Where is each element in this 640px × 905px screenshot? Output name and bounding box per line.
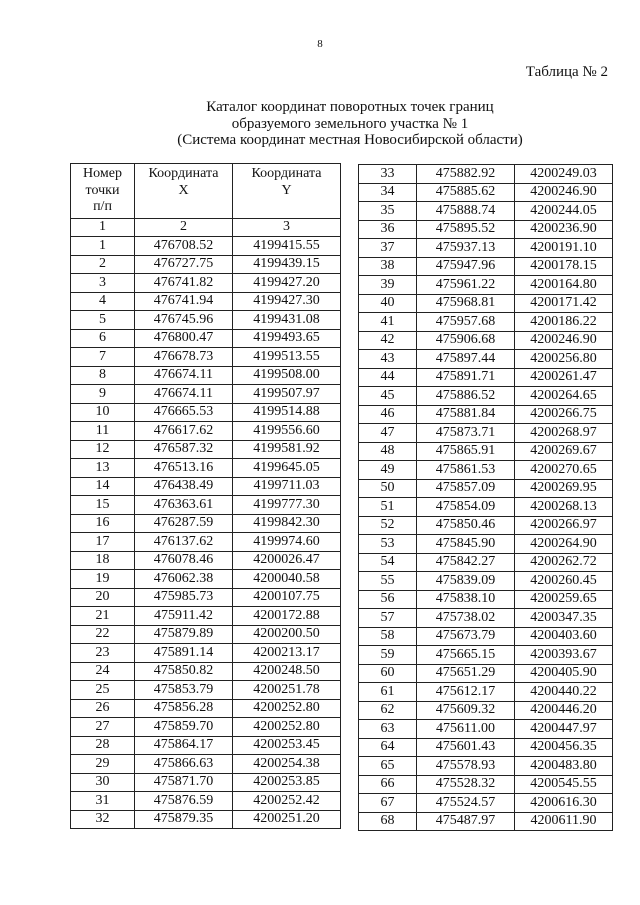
- y-coordinate-cell: 4199508.00: [233, 366, 341, 385]
- y-coordinate-cell: 4200252.80: [233, 699, 341, 718]
- x-coordinate-cell: 475487.97: [417, 812, 515, 831]
- y-coordinate-cell: 4199507.97: [233, 385, 341, 404]
- table-row: [71, 773, 341, 792]
- x-coordinate-cell: 475895.52: [417, 220, 515, 239]
- y-coordinate-cell: 4200178.15: [515, 257, 613, 276]
- point-number-cell: 45: [359, 387, 417, 406]
- x-coordinate-cell: 476727.75: [135, 255, 233, 274]
- y-coordinate-cell: 4200440.22: [515, 683, 613, 702]
- table-row: [71, 496, 341, 515]
- coordinates-table-right: [358, 164, 613, 831]
- point-number-cell: 60: [359, 664, 417, 683]
- y-coordinate-cell: 4200251.78: [233, 681, 341, 700]
- table-row: [359, 220, 613, 239]
- table-row: [359, 350, 613, 369]
- point-number-cell: 51: [359, 498, 417, 517]
- y-coordinate-cell: 4200616.30: [515, 794, 613, 813]
- point-number-cell: 8: [71, 366, 135, 385]
- table-row: [359, 257, 613, 276]
- y-coordinate-cell: 4200262.72: [515, 553, 613, 572]
- point-number-cell: 17: [71, 533, 135, 552]
- x-coordinate-cell: 475879.89: [135, 625, 233, 644]
- point-number-cell: 28: [71, 736, 135, 755]
- x-coordinate-cell: 476137.62: [135, 533, 233, 552]
- table-row: [71, 292, 341, 311]
- table-row: [71, 718, 341, 737]
- point-number-cell: 44: [359, 368, 417, 387]
- point-number-cell: 48: [359, 442, 417, 461]
- x-coordinate-cell: 475856.28: [135, 699, 233, 718]
- y-coordinate-cell: 4200172.88: [233, 607, 341, 626]
- table-row: [359, 498, 613, 517]
- x-coordinate-cell: 475857.09: [417, 479, 515, 498]
- point-number-cell: 2: [71, 255, 135, 274]
- y-coordinate-cell: 4200268.13: [515, 498, 613, 517]
- x-coordinate-cell: 476741.94: [135, 292, 233, 311]
- y-coordinate-cell: 4200405.90: [515, 664, 613, 683]
- point-number-cell: 21: [71, 607, 135, 626]
- point-number-cell: 62: [359, 701, 417, 720]
- point-number-cell: 39: [359, 276, 417, 295]
- x-coordinate-cell: 475882.92: [417, 165, 515, 184]
- table-row: [71, 403, 341, 422]
- table-row: [71, 810, 341, 829]
- table-row: [71, 366, 341, 385]
- table-row: [359, 812, 613, 831]
- x-coordinate-cell: 476674.11: [135, 385, 233, 404]
- table-row: [359, 165, 613, 184]
- y-coordinate-cell: 4200447.97: [515, 720, 613, 739]
- point-number-cell: 54: [359, 553, 417, 572]
- point-number-cell: 57: [359, 609, 417, 628]
- y-coordinate-cell: 4200253.85: [233, 773, 341, 792]
- point-number-cell: 5: [71, 311, 135, 330]
- y-coordinate-cell: 4199777.30: [233, 496, 341, 515]
- table-row: [71, 570, 341, 589]
- x-coordinate-cell: 476708.52: [135, 237, 233, 256]
- point-number-cell: 6: [71, 329, 135, 348]
- y-coordinate-cell: 4199427.20: [233, 274, 341, 293]
- point-number-cell: 55: [359, 572, 417, 591]
- table-row: [71, 551, 341, 570]
- point-number-cell: 31: [71, 792, 135, 811]
- y-coordinate-cell: 4200252.42: [233, 792, 341, 811]
- x-coordinate-cell: 475885.62: [417, 183, 515, 202]
- x-coordinate-cell: 475839.09: [417, 572, 515, 591]
- y-coordinate-cell: 4199431.08: [233, 311, 341, 330]
- point-number-cell: 3: [71, 274, 135, 293]
- y-coordinate-cell: 4200266.97: [515, 516, 613, 535]
- x-coordinate-cell: 475985.73: [135, 588, 233, 607]
- point-number-cell: 37: [359, 239, 417, 258]
- y-coordinate-cell: 4200393.67: [515, 646, 613, 665]
- table-row: [359, 738, 613, 757]
- x-coordinate-cell: 475957.68: [417, 313, 515, 332]
- point-number-cell: 42: [359, 331, 417, 350]
- y-coordinate-cell: 4199711.03: [233, 477, 341, 496]
- x-coordinate-cell: 475888.74: [417, 202, 515, 221]
- table-row: [71, 274, 341, 293]
- point-number-cell: 64: [359, 738, 417, 757]
- header-coordinate-x: Координата X: [135, 164, 233, 219]
- y-coordinate-cell: 4200264.90: [515, 535, 613, 554]
- point-number-cell: 18: [71, 551, 135, 570]
- y-coordinate-cell: 4200191.10: [515, 239, 613, 258]
- y-coordinate-cell: 4200269.67: [515, 442, 613, 461]
- y-coordinate-cell: 4200611.90: [515, 812, 613, 831]
- x-coordinate-cell: 475871.70: [135, 773, 233, 792]
- point-number-cell: 50: [359, 479, 417, 498]
- y-coordinate-cell: 4200545.55: [515, 775, 613, 794]
- x-coordinate-cell: 476678.73: [135, 348, 233, 367]
- x-coordinate-cell: 476513.16: [135, 459, 233, 478]
- y-coordinate-cell: 4200236.90: [515, 220, 613, 239]
- table-row: [71, 607, 341, 626]
- x-coordinate-cell: 476438.49: [135, 477, 233, 496]
- x-coordinate-cell: 475845.90: [417, 535, 515, 554]
- table-row: [359, 590, 613, 609]
- table-row: [359, 442, 613, 461]
- y-coordinate-cell: 4200186.22: [515, 313, 613, 332]
- y-coordinate-cell: 4200254.38: [233, 755, 341, 774]
- x-coordinate-cell: 475911.42: [135, 607, 233, 626]
- point-number-cell: 25: [71, 681, 135, 700]
- x-coordinate-cell: 475854.09: [417, 498, 515, 517]
- x-coordinate-cell: 475947.96: [417, 257, 515, 276]
- x-coordinate-cell: 475866.63: [135, 755, 233, 774]
- point-number-cell: 49: [359, 461, 417, 480]
- x-coordinate-cell: 475611.00: [417, 720, 515, 739]
- table-row: [71, 644, 341, 663]
- x-coordinate-cell: 475842.27: [417, 553, 515, 572]
- y-coordinate-cell: 4199581.92: [233, 440, 341, 459]
- table-row: [71, 385, 341, 404]
- point-number-cell: 67: [359, 794, 417, 813]
- point-number-cell: 53: [359, 535, 417, 554]
- point-number-cell: 19: [71, 570, 135, 589]
- table-row: [71, 329, 341, 348]
- y-coordinate-cell: 4200264.65: [515, 387, 613, 406]
- y-coordinate-cell: 4199842.30: [233, 514, 341, 533]
- y-coordinate-cell: 4200446.20: [515, 701, 613, 720]
- point-number-cell: 65: [359, 757, 417, 776]
- x-coordinate-cell: 475879.35: [135, 810, 233, 829]
- caption-line: Каталог координат поворотных точек границ: [206, 99, 494, 115]
- table-row: [71, 459, 341, 478]
- header-coordinate-y: Координата Y: [233, 164, 341, 219]
- x-coordinate-cell: 475897.44: [417, 350, 515, 369]
- page-number: 8: [317, 38, 323, 50]
- column-number: 1: [71, 218, 135, 237]
- x-coordinate-cell: 476800.47: [135, 329, 233, 348]
- x-coordinate-cell: 475850.46: [417, 516, 515, 535]
- table-row: [359, 609, 613, 628]
- x-coordinate-cell: 476745.96: [135, 311, 233, 330]
- table-row: [71, 514, 341, 533]
- point-number-cell: 12: [71, 440, 135, 459]
- point-number-cell: 66: [359, 775, 417, 794]
- y-coordinate-cell: 4200256.80: [515, 350, 613, 369]
- caption-line: образуемого земельного участка № 1: [231, 115, 469, 132]
- table-row: [71, 533, 341, 552]
- point-number-cell: 22: [71, 625, 135, 644]
- table-row: [359, 461, 613, 480]
- x-coordinate-cell: 476078.46: [135, 551, 233, 570]
- caption-line: (Система координат местная Новосибирской области): [177, 132, 523, 148]
- x-coordinate-cell: 476062.38: [135, 570, 233, 589]
- point-number-cell: 68: [359, 812, 417, 831]
- table-row: [71, 348, 341, 367]
- x-coordinate-cell: 475881.84: [417, 405, 515, 424]
- table-row: [359, 276, 613, 295]
- table-row: [359, 720, 613, 739]
- y-coordinate-cell: 4199427.30: [233, 292, 341, 311]
- x-coordinate-cell: 476363.61: [135, 496, 233, 515]
- x-coordinate-cell: 475937.13: [417, 239, 515, 258]
- point-number-cell: 35: [359, 202, 417, 221]
- y-coordinate-cell: 4200246.90: [515, 183, 613, 202]
- y-coordinate-cell: 4200213.17: [233, 644, 341, 663]
- table-caption: [0, 99, 640, 149]
- x-coordinate-cell: 475524.57: [417, 794, 515, 813]
- x-coordinate-cell: 475850.82: [135, 662, 233, 681]
- x-coordinate-cell: 476741.82: [135, 274, 233, 293]
- point-number-cell: 1: [71, 237, 135, 256]
- column-number: 2: [135, 218, 233, 237]
- y-coordinate-cell: 4200259.65: [515, 590, 613, 609]
- point-number-cell: 14: [71, 477, 135, 496]
- point-number-cell: 36: [359, 220, 417, 239]
- point-number-cell: 23: [71, 644, 135, 663]
- y-coordinate-cell: 4199513.55: [233, 348, 341, 367]
- left-table-body: [71, 237, 341, 829]
- y-coordinate-cell: 4200244.05: [515, 202, 613, 221]
- table-row: [359, 627, 613, 646]
- point-number-cell: 10: [71, 403, 135, 422]
- table-row: [359, 701, 613, 720]
- y-coordinate-cell: 4200171.42: [515, 294, 613, 313]
- table-row: [359, 572, 613, 591]
- coordinates-table-left: [70, 163, 341, 829]
- x-coordinate-cell: 475612.17: [417, 683, 515, 702]
- point-number-cell: 56: [359, 590, 417, 609]
- point-number-cell: 34: [359, 183, 417, 202]
- x-coordinate-cell: 475853.79: [135, 681, 233, 700]
- right-table-body: [359, 165, 613, 831]
- point-number-cell: 38: [359, 257, 417, 276]
- point-number-cell: 41: [359, 313, 417, 332]
- x-coordinate-cell: 476674.11: [135, 366, 233, 385]
- y-coordinate-cell: 4200249.03: [515, 165, 613, 184]
- header-row: [71, 164, 341, 219]
- x-coordinate-cell: 475665.15: [417, 646, 515, 665]
- point-number-cell: 13: [71, 459, 135, 478]
- y-coordinate-cell: 4200248.50: [233, 662, 341, 681]
- y-coordinate-cell: 4200107.75: [233, 588, 341, 607]
- point-number-cell: 58: [359, 627, 417, 646]
- table-row: [359, 479, 613, 498]
- table-row: [359, 646, 613, 665]
- point-number-cell: 15: [71, 496, 135, 515]
- point-number-cell: 11: [71, 422, 135, 441]
- y-coordinate-cell: 4199493.65: [233, 329, 341, 348]
- table-row: [71, 699, 341, 718]
- table-row: [71, 477, 341, 496]
- table-row: [71, 255, 341, 274]
- point-number-cell: 27: [71, 718, 135, 737]
- x-coordinate-cell: 475861.53: [417, 461, 515, 480]
- point-number-cell: 46: [359, 405, 417, 424]
- table-row: [359, 553, 613, 572]
- y-coordinate-cell: 4200483.80: [515, 757, 613, 776]
- table-row: [359, 405, 613, 424]
- point-number-cell: 26: [71, 699, 135, 718]
- y-coordinate-cell: 4200040.58: [233, 570, 341, 589]
- table-row: [359, 368, 613, 387]
- y-coordinate-cell: 4200261.47: [515, 368, 613, 387]
- x-coordinate-cell: 475864.17: [135, 736, 233, 755]
- y-coordinate-cell: 4200269.95: [515, 479, 613, 498]
- x-coordinate-cell: 475873.71: [417, 424, 515, 443]
- x-coordinate-cell: 475865.91: [417, 442, 515, 461]
- y-coordinate-cell: 4200164.80: [515, 276, 613, 295]
- x-coordinate-cell: 475609.32: [417, 701, 515, 720]
- y-coordinate-cell: 4199974.60: [233, 533, 341, 552]
- point-number-cell: 29: [71, 755, 135, 774]
- table-row: [359, 183, 613, 202]
- y-coordinate-cell: 4200268.97: [515, 424, 613, 443]
- point-number-cell: 52: [359, 516, 417, 535]
- table-row: [71, 736, 341, 755]
- point-number-cell: 4: [71, 292, 135, 311]
- x-coordinate-cell: 475601.43: [417, 738, 515, 757]
- x-coordinate-cell: 475578.93: [417, 757, 515, 776]
- table-row: [71, 440, 341, 459]
- point-number-cell: 40: [359, 294, 417, 313]
- table-row: [359, 424, 613, 443]
- x-coordinate-cell: 475968.81: [417, 294, 515, 313]
- y-coordinate-cell: 4200403.60: [515, 627, 613, 646]
- x-coordinate-cell: 475651.29: [417, 664, 515, 683]
- y-coordinate-cell: 4200266.75: [515, 405, 613, 424]
- table-row: [359, 794, 613, 813]
- x-coordinate-cell: 475738.02: [417, 609, 515, 628]
- point-number-cell: 7: [71, 348, 135, 367]
- table-row: [359, 202, 613, 221]
- x-coordinate-cell: 476287.59: [135, 514, 233, 533]
- point-number-cell: 43: [359, 350, 417, 369]
- table-row: [71, 681, 341, 700]
- x-coordinate-cell: 475859.70: [135, 718, 233, 737]
- x-coordinate-cell: 475528.32: [417, 775, 515, 794]
- point-number-cell: 16: [71, 514, 135, 533]
- y-coordinate-cell: 4200246.90: [515, 331, 613, 350]
- y-coordinate-cell: 4200200.50: [233, 625, 341, 644]
- point-number-cell: 61: [359, 683, 417, 702]
- x-coordinate-cell: 476617.62: [135, 422, 233, 441]
- table-row: [71, 755, 341, 774]
- y-coordinate-cell: 4200026.47: [233, 551, 341, 570]
- table-row: [359, 757, 613, 776]
- x-coordinate-cell: 476587.32: [135, 440, 233, 459]
- x-coordinate-cell: 475673.79: [417, 627, 515, 646]
- table-row: [71, 422, 341, 441]
- point-number-cell: 33: [359, 165, 417, 184]
- table-row: [71, 662, 341, 681]
- header-point-number: Номер точки п/п: [71, 164, 135, 219]
- table-row: [359, 331, 613, 350]
- table-row: [359, 775, 613, 794]
- table-label: Таблица № 2: [525, 64, 608, 80]
- table-row: [359, 535, 613, 554]
- point-number-cell: 47: [359, 424, 417, 443]
- x-coordinate-cell: 475886.52: [417, 387, 515, 406]
- point-number-cell: 59: [359, 646, 417, 665]
- y-coordinate-cell: 4200253.45: [233, 736, 341, 755]
- x-coordinate-cell: 475891.14: [135, 644, 233, 663]
- x-coordinate-cell: 475961.22: [417, 276, 515, 295]
- table-row: [71, 625, 341, 644]
- point-number-cell: 20: [71, 588, 135, 607]
- y-coordinate-cell: 4200270.65: [515, 461, 613, 480]
- table-row: [359, 294, 613, 313]
- y-coordinate-cell: 4199439.15: [233, 255, 341, 274]
- table-row: [359, 387, 613, 406]
- table-row: [71, 237, 341, 256]
- table-row: [71, 311, 341, 330]
- y-coordinate-cell: 4199415.55: [233, 237, 341, 256]
- table-row: [359, 683, 613, 702]
- point-number-cell: 63: [359, 720, 417, 739]
- column-number: 3: [233, 218, 341, 237]
- header-number-row: [71, 218, 341, 237]
- point-number-cell: 24: [71, 662, 135, 681]
- x-coordinate-cell: 476665.53: [135, 403, 233, 422]
- table-row: [71, 792, 341, 811]
- y-coordinate-cell: 4199556.60: [233, 422, 341, 441]
- point-number-cell: 32: [71, 810, 135, 829]
- y-coordinate-cell: 4200347.35: [515, 609, 613, 628]
- table-row: [359, 664, 613, 683]
- table-row: [359, 516, 613, 535]
- x-coordinate-cell: 475876.59: [135, 792, 233, 811]
- y-coordinate-cell: 4200252.80: [233, 718, 341, 737]
- table-row: [359, 313, 613, 332]
- y-coordinate-cell: 4199514.88: [233, 403, 341, 422]
- y-coordinate-cell: 4199645.05: [233, 459, 341, 478]
- table-row: [359, 239, 613, 258]
- x-coordinate-cell: 475891.71: [417, 368, 515, 387]
- point-number-cell: 9: [71, 385, 135, 404]
- y-coordinate-cell: 4200260.45: [515, 572, 613, 591]
- point-number-cell: 30: [71, 773, 135, 792]
- x-coordinate-cell: 475838.10: [417, 590, 515, 609]
- y-coordinate-cell: 4200251.20: [233, 810, 341, 829]
- table-row: [71, 588, 341, 607]
- y-coordinate-cell: 4200456.35: [515, 738, 613, 757]
- x-coordinate-cell: 475906.68: [417, 331, 515, 350]
